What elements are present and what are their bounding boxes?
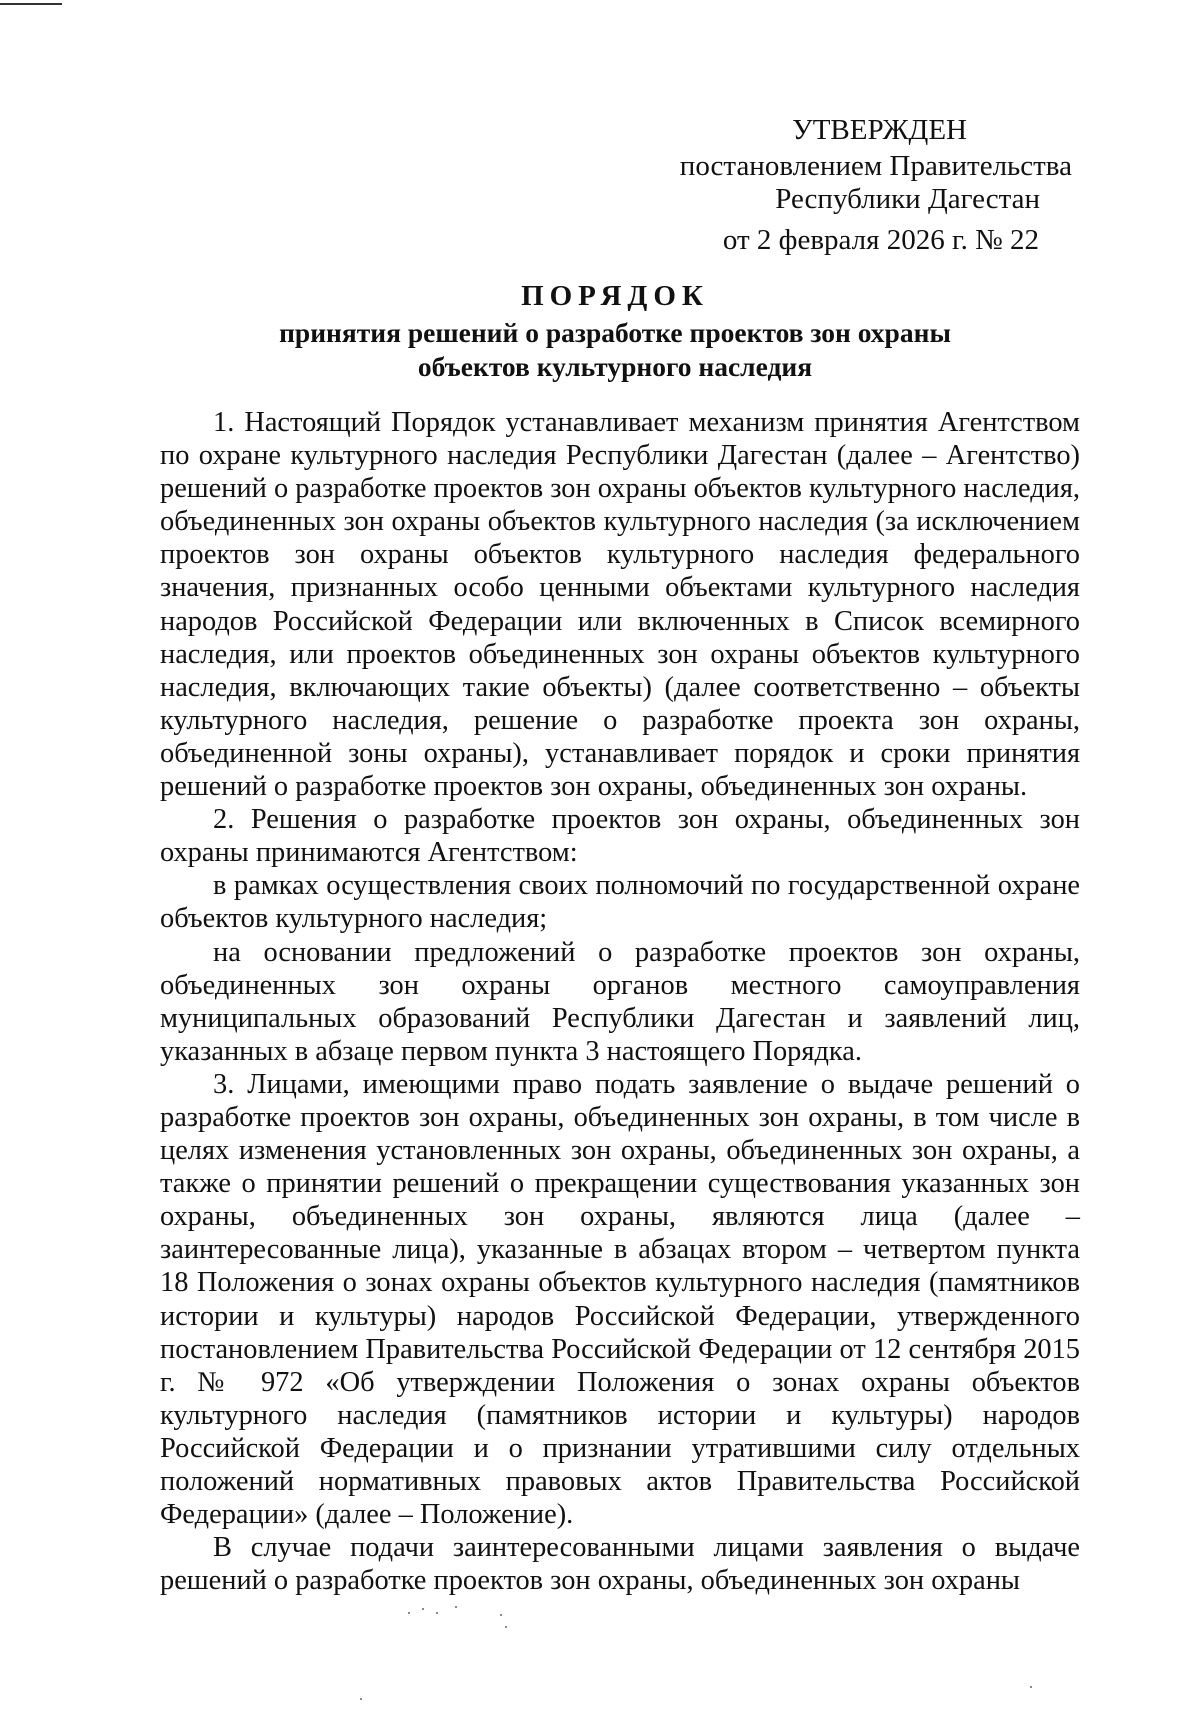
paragraph-2-item-1: в рамках осуществления своих полномочий по государственной охране объектов культурного наследия; <box>160 870 1080 935</box>
approval-issuer-line2: Республики Дагестан <box>775 183 1040 215</box>
document-subtitle-line1: принятия решений о разработке проектов зон охраны <box>279 317 951 348</box>
paragraph-3-continuation: В случае подачи заинтересованными лицами заявления о выдаче решений о разработке проектов зон охраны, объединенных зон охраны <box>160 1532 1080 1597</box>
approval-date: от 2 февраля 2026 г. № 22 <box>722 224 1039 256</box>
document-heading <box>160 276 1070 384</box>
document-title: ПОРЯДОК <box>521 280 709 312</box>
paragraph-1: 1. Настоящий Порядок устанавливает механизм принятия Агентством по охране культурного наследия Республики Дагестан (далее – Агентство) решений о разработке проектов зон охраны объектов культурного наследия, объединенных зон охраны объектов культурного наследия (за исключением проектов зон охраны объектов культурного наследия федерального значения, признанных особо ценными объектами культурного наследия народов Российской Федерации или включенных в Список всемирного наследия, или проектов объединенных зон охраны объектов культурного наследия, включающих такие объекты) (далее соответственно – объекты культурного наследия, решение о разработке проекта зон охраны, объединенной зоны охраны), устанавливает порядок и сроки принятия решений о разработке проектов зон охраны, объединенных зон охраны. <box>160 407 1080 803</box>
document-subtitle-line2: объектов культурного наследия <box>417 351 813 382</box>
approval-issuer-line1: постановлением Правительства <box>679 150 1072 182</box>
paragraph-2: 2. Решения о разработке проектов зон охраны, объединенных зон охраны принимаются Агентством: <box>160 804 1080 869</box>
approval-status: УТВЕРЖДЕН <box>792 114 967 146</box>
document-body <box>160 406 1080 1597</box>
paragraph-3: 3. Лицами, имеющими право подать заявление о выдаче решений о разработке проектов зон охраны, объединенных зон охраны, в том числе в целях изменения установленных зон охраны, объединенных зон охраны, а также о принятии решений о прекращении существования указанных зон охраны, объединенных зон охраны, являются лица (далее – заинтересованные лица), указанные в абзацах втором – четвертом пункта 18 Положения о зонах охраны объектов культурного наследия (памятников истории и культуры) народов Российской Федерации, утвержденного постановлением Правительства Российской Федерации от 12 сентября 2015 г. № 972 «Об утверждении Положения о зонах охраны объектов культурного наследия (памятников истории и культуры) народов Российской Федерации и о признании утратившими силу отдельных положений нормативных правовых актов Правительства Российской Федерации» (далее – Положение). <box>160 1068 1080 1531</box>
scan-edge-mark <box>0 3 62 5</box>
paragraph-2-item-2: на основании предложений о разработке проектов зон охраны, объединенных зон охраны органов местного самоуправления муниципальных образований Республики Дагестан и заявлений лиц, указанных в абзаце первом пункта 3 настоящего Порядка. <box>160 936 1080 1067</box>
